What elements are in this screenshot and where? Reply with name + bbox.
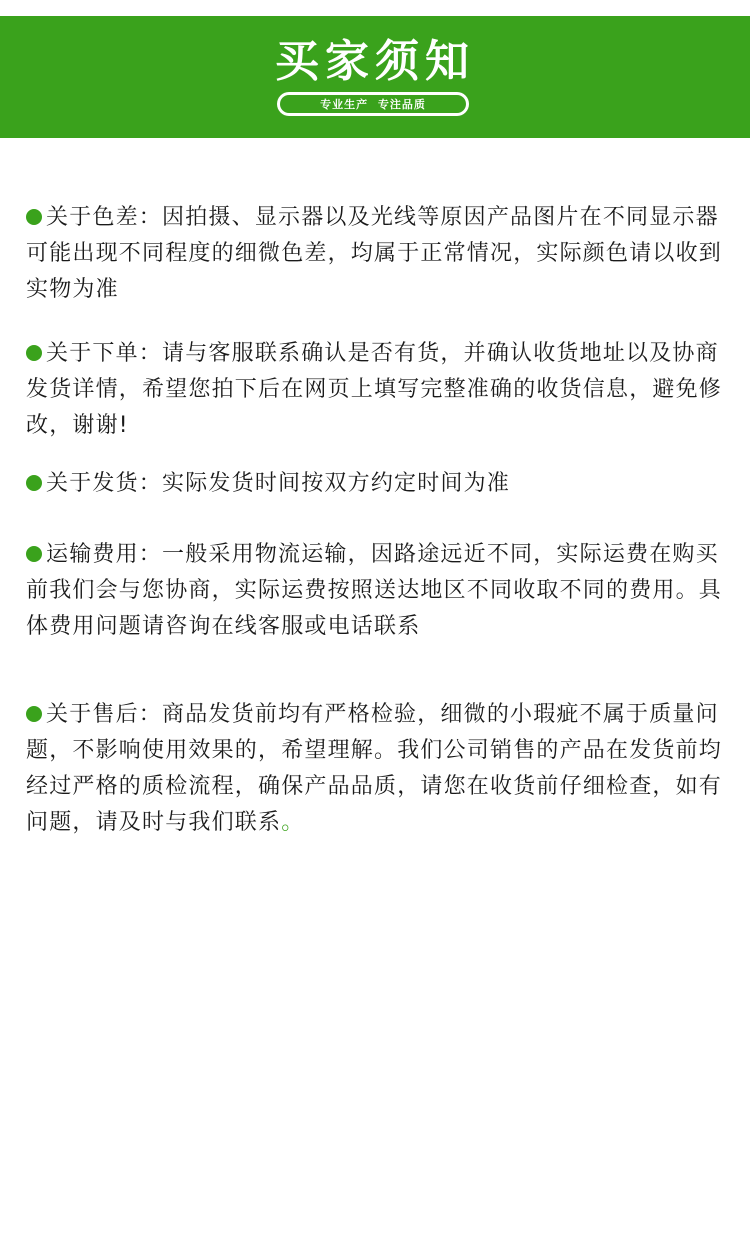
section-shipping: [26, 466, 726, 502]
section-body: 因拍摄、显示器以及光线等原因产品图片在不同显示器可能出现不同程度的细微色差，均属于正常情况，实际颜色请以收到实物为准: [26, 205, 723, 302]
section-heading: 运输费用：: [46, 542, 163, 567]
bullet-dot-icon: [26, 345, 42, 361]
section-ending-mark: 。: [281, 810, 305, 835]
section-color-difference: [26, 200, 726, 308]
section-after-sales: [26, 697, 726, 841]
header-banner: [0, 16, 750, 138]
bullet-dot-icon: [26, 546, 42, 562]
section-body: 请与客服联系确认是否有货，并确认收货地址以及协商发货详情，希望您拍下后在网页上填写完整准确的收货信息，避免修改，谢谢!: [26, 341, 723, 438]
section-freight: [26, 537, 726, 645]
section-heading: 关于发货：: [46, 471, 163, 496]
section-heading: 关于色差：: [46, 205, 163, 230]
page-title: 买家须知: [275, 36, 475, 87]
section-ordering: [26, 336, 726, 444]
section-body: 商品发货前均有严格检验，细微的小瑕疵不属于质量问题，不影响使用效果的，希望理解。我们公司销售的产品在发货前均经过严格的质检流程，确保产品品质，请您在收货前仔细检查，如有问题，请及时与我们联系: [26, 702, 723, 835]
section-heading: 关于下单：: [46, 341, 163, 366]
subtitle-badge: [277, 92, 469, 116]
section-body: 一般采用物流运输，因路途远近不同，实际运费在购买前我们会与您协商，实际运费按照送达地区不同收取不同的费用。具体费用问题请咨询在线客服或电话联系: [26, 542, 723, 639]
section-heading: 关于售后：: [46, 702, 163, 727]
section-body: 实际发货时间按双方约定时间为准: [162, 471, 511, 496]
subtitle-text: 专业生产 专注品质: [280, 95, 466, 113]
bullet-dot-icon: [26, 475, 42, 491]
bullet-dot-icon: [26, 706, 42, 722]
bullet-dot-icon: [26, 209, 42, 225]
